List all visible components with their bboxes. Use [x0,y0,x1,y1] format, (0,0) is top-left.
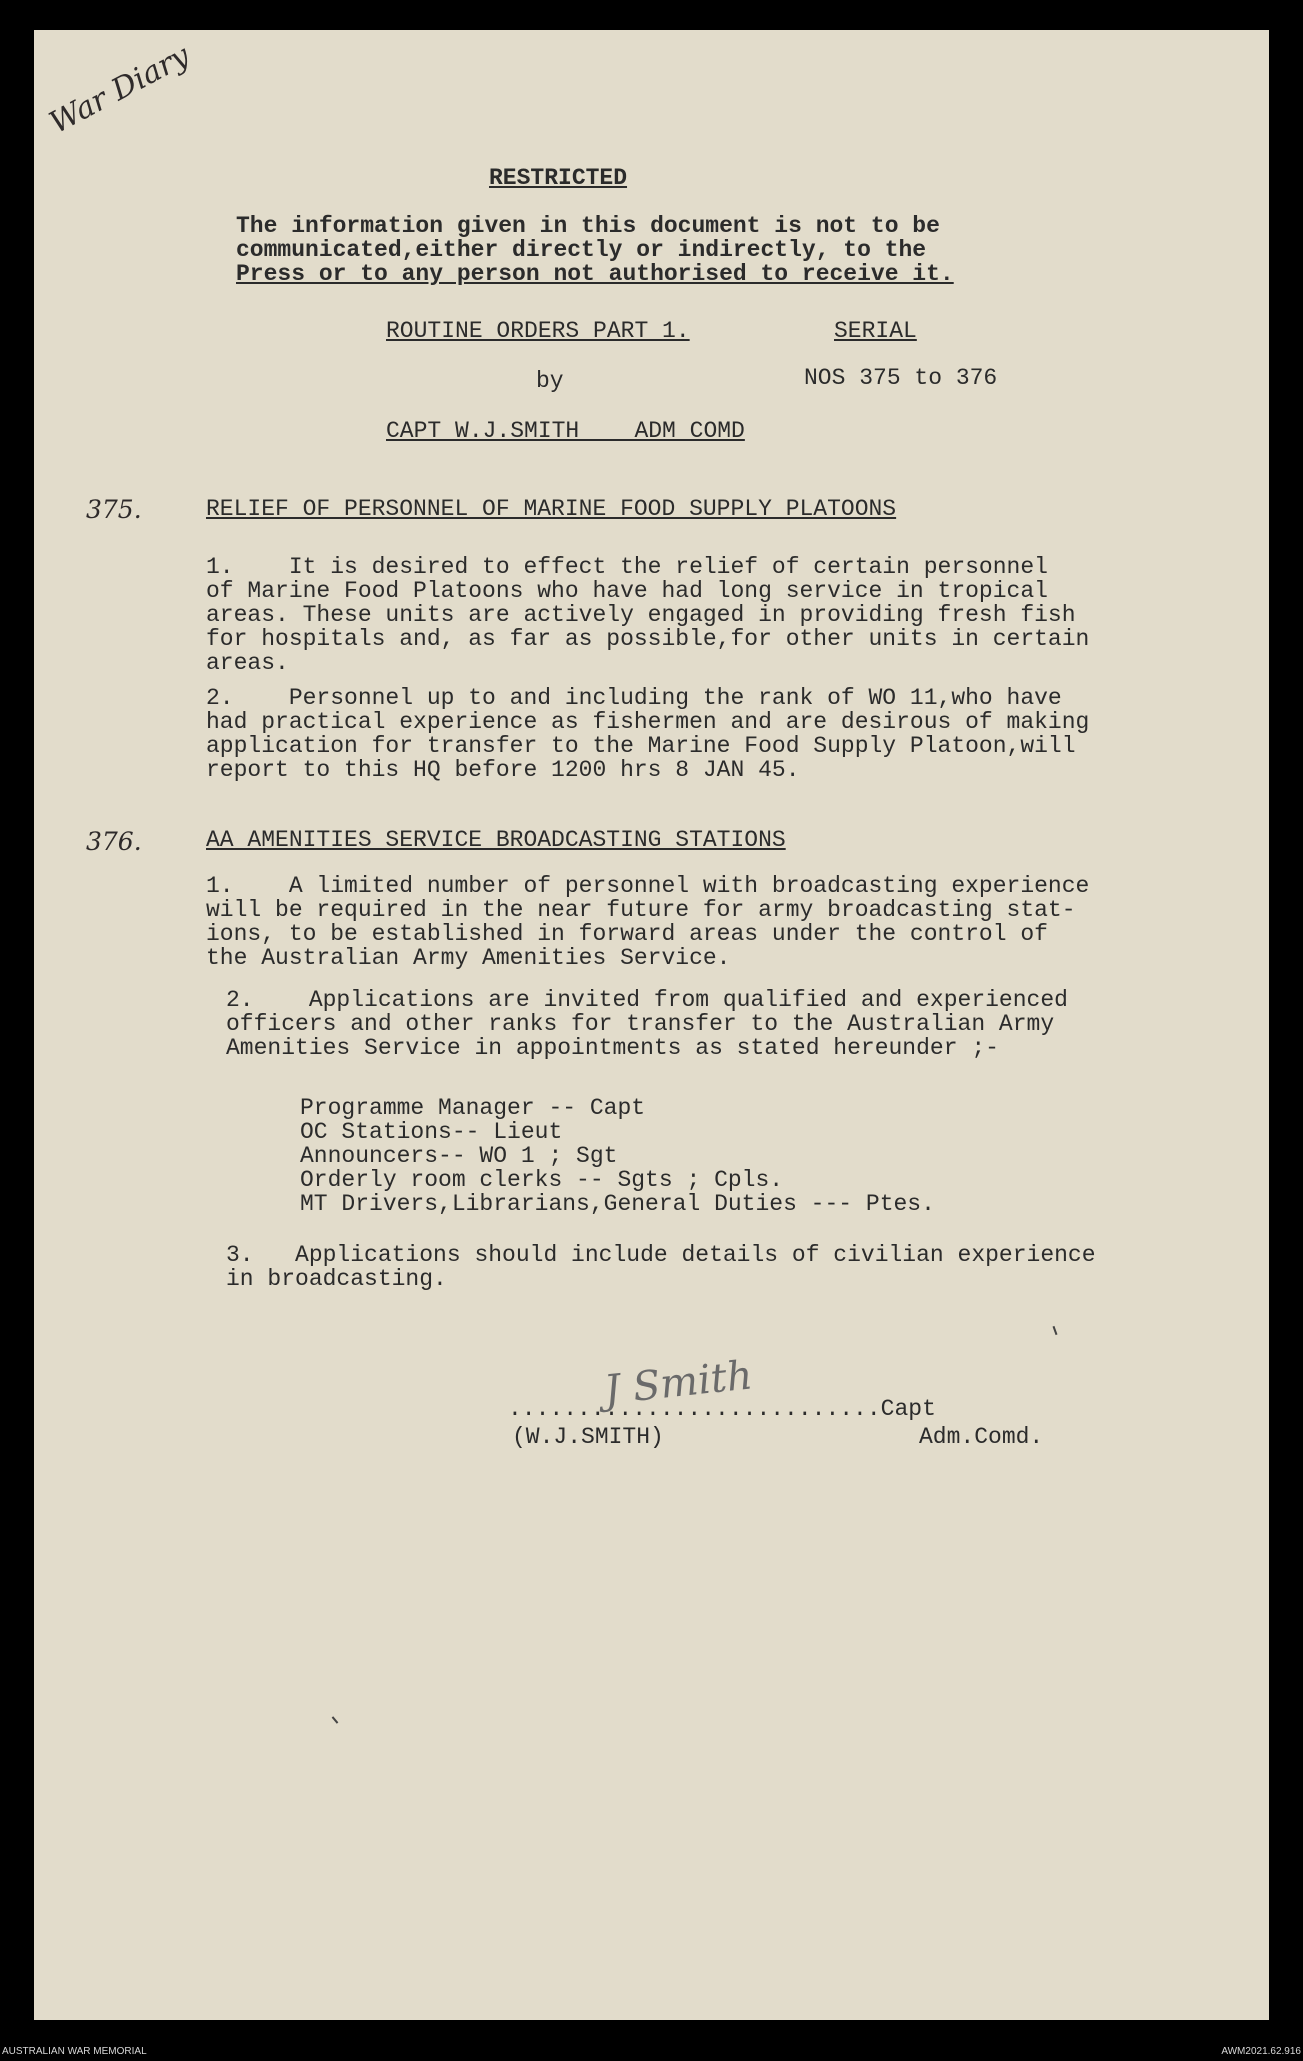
signature-title: Adm.Comd. [919,1424,1044,1450]
appointment-4: Orderly room clerks -- Sgts ; Cpls. [300,1167,784,1193]
paper-mark [332,1716,339,1723]
item-375-para1-line2: of Marine Food Platoons who have had long service in tropical [206,578,1048,604]
document-page [34,30,1269,2020]
item-376-para1-line1: 1. A limited number of personnel with broadcasting experience [206,873,1090,899]
item-375-para1-line1: 1. It is desired to effect the relief of certain personnel [206,554,1048,580]
item-376-title: AA AMENITIES SERVICE BROADCASTING STATIONS [206,827,786,853]
notice-line-2: communicated,either directly or indirectly, to the [236,237,927,263]
appointment-3: Announcers-- WO 1 ; Sgt [300,1143,618,1169]
appointment-2: OC Stations-- Lieut [300,1119,563,1145]
restricted-heading: RESTRICTED [489,165,628,191]
serial-numbers: NOS 375 to 376 [804,365,998,391]
by-label: by [536,368,564,394]
item-376-number: 376. [86,827,142,856]
item-375-para2-line2: had practical experience as fishermen and are desirous of making [206,709,1090,735]
handwritten-signature: J Smith [602,1352,755,1414]
item-376-para2-line3: Amenities Service in appointments as stated hereunder ;- [226,1035,999,1061]
signature-dots-line: ...........................Capt [508,1396,936,1422]
notice-line-1: The information given in this document is not to be [236,213,940,239]
serial-label: SERIAL [834,318,917,344]
orders-title: ROUTINE ORDERS PART 1. [386,318,690,344]
issuer-line: CAPT W.J.SMITH ADM COMD [386,418,745,444]
item-376-para1-line4: the Australian Army Amenities Service. [206,945,731,971]
appointment-1: Programme Manager -- Capt [300,1095,646,1121]
footer-right-caption: AWM2021.62.916 [1221,2046,1301,2057]
notice-line-3: Press or to any person not authorised to receive it. [236,261,954,287]
item-375-para1-line4: for hospitals and, as far as possible,for other units in certain [206,626,1090,652]
closing-line-2: in broadcasting. [226,1266,447,1292]
item-376-para1-line2: will be required in the near future for army broadcasting stat- [206,897,1076,923]
item-375-para1-line3: areas. These units are actively engaged in providing fresh fish [206,602,1076,628]
footer-left-caption: AUSTRALIAN WAR MEMORIAL [2,2046,147,2057]
paper-mark [1053,1326,1058,1335]
item-376-para1-line3: ions, to be established in forward areas under the control of [206,921,1048,947]
item-375-para2-line3: application for transfer to the Marine Food Supply Platoon,will [206,733,1076,759]
item-376-para2-line1: 2. Applications are invited from qualified and experienced [226,987,1068,1013]
item-375-para2-line4: report to this HQ before 1200 hrs 8 JAN 45. [206,757,800,783]
closing-line-1: 3. Applications should include details of civilian experience [226,1242,1096,1268]
war-diary-annotation: War Diary [44,38,196,141]
item-376-para2-line2: officers and other ranks for transfer to the Australian Army [226,1011,1055,1037]
signature-name: (W.J.SMITH) [512,1424,664,1450]
item-375-para2-line1: 2. Personnel up to and including the rank of WO 11,who have [206,685,1062,711]
item-375-para1-line5: areas. [206,650,289,676]
item-375-title: RELIEF OF PERSONNEL OF MARINE FOOD SUPPLY PLATOONS [206,496,897,522]
item-375-number: 375. [86,495,142,524]
appointment-5: MT Drivers,Librarians,General Duties --- Ptes. [300,1191,935,1217]
